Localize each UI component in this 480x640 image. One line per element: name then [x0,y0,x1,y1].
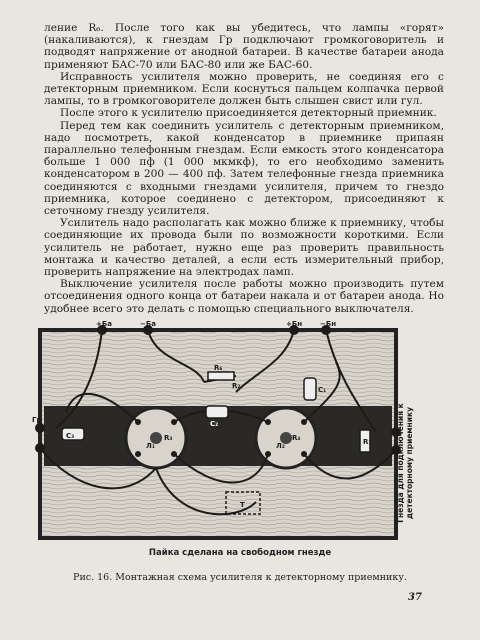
component-label: Т [240,501,245,509]
paragraph: После этого к усилителю присоединяется детекторный приемник. [60,107,437,120]
paragraph: Перед тем как соединить усилитель с детекторным приемником, надо посмотреть, какой конденсатор в приемнике припаян параллельно телефонным гнездам. Если емкость этого конденсатора больше 1 000 пф (1 000 мкмкф), то его необходимо заменить конденсатором в 200 — 400 пф. Затем телефонные гнезда приемника соединяются с входными гнездами усилителя, причем то гнездо приемника, которое соединено с детектором, присоединяют к сеточному гнезду усилителя. [44,119,444,218]
component-label: R₃ [164,434,173,442]
component-label: С₁ [318,386,327,394]
terminal-label: +Бн [286,320,303,328]
paragraph: ление R₆. После того как вы убедитесь, что лампы «горят» (накаливаются), к гнездам Гр подключают громкоговоритель и подводят напряжение от анодной батареи. В качестве батареи анода применяют БАС-70 или БАС-80 или же БАС-60. [44,22,444,71]
body-text [44,22,444,315]
component-label: С₂ [210,420,219,428]
side-label: Гнезда для подключения к детекторному приемнику [396,403,414,523]
terminal-label: +Ба [96,320,112,328]
page-number: 37 [408,592,422,603]
component-label: R₆ [214,364,223,372]
left-label: Гр [32,416,42,424]
paragraph: Исправность усилителя можно проверить, не соединяя его с детекторным приемником. Если коснуться пальцем колпачка первой лампы, то в громкоговорителе должен быть слышен свист или гул. [44,70,444,108]
component-label: R₂ [232,382,241,390]
paragraph: Усилитель надо располагать как можно ближе к приемнику, чтобы соединяющие их провода были по возможности короткими. Если усилитель не работает, нужно еще раз проверить правильность монтажа и качество деталей, а если есть измерительный прибор, проверить напряжение на электродах ламп. [44,217,444,279]
terminal-label: −Ба [140,320,156,328]
component-label: R₁ [363,438,372,446]
figure-inner-caption: Пайка сделана на свободном гнезде [148,548,332,558]
wiring-diagram [32,320,448,558]
figure-caption: Рис. 16. Монтажная схема усилителя к детекторному приемнику. [73,572,407,583]
component-label: С₃ [66,432,75,440]
terminal-label: −Бн [320,320,337,328]
component-label: Л₂ [276,442,285,450]
paragraph: Выключение усилителя после работы можно производить путем отсоединения одного конца от батареи накала и от батареи анода. Но удобнее всего это делать с помощью специального выключателя. [44,278,444,315]
component-label: Л₁ [146,442,155,450]
component-label: R₄ [292,434,301,442]
